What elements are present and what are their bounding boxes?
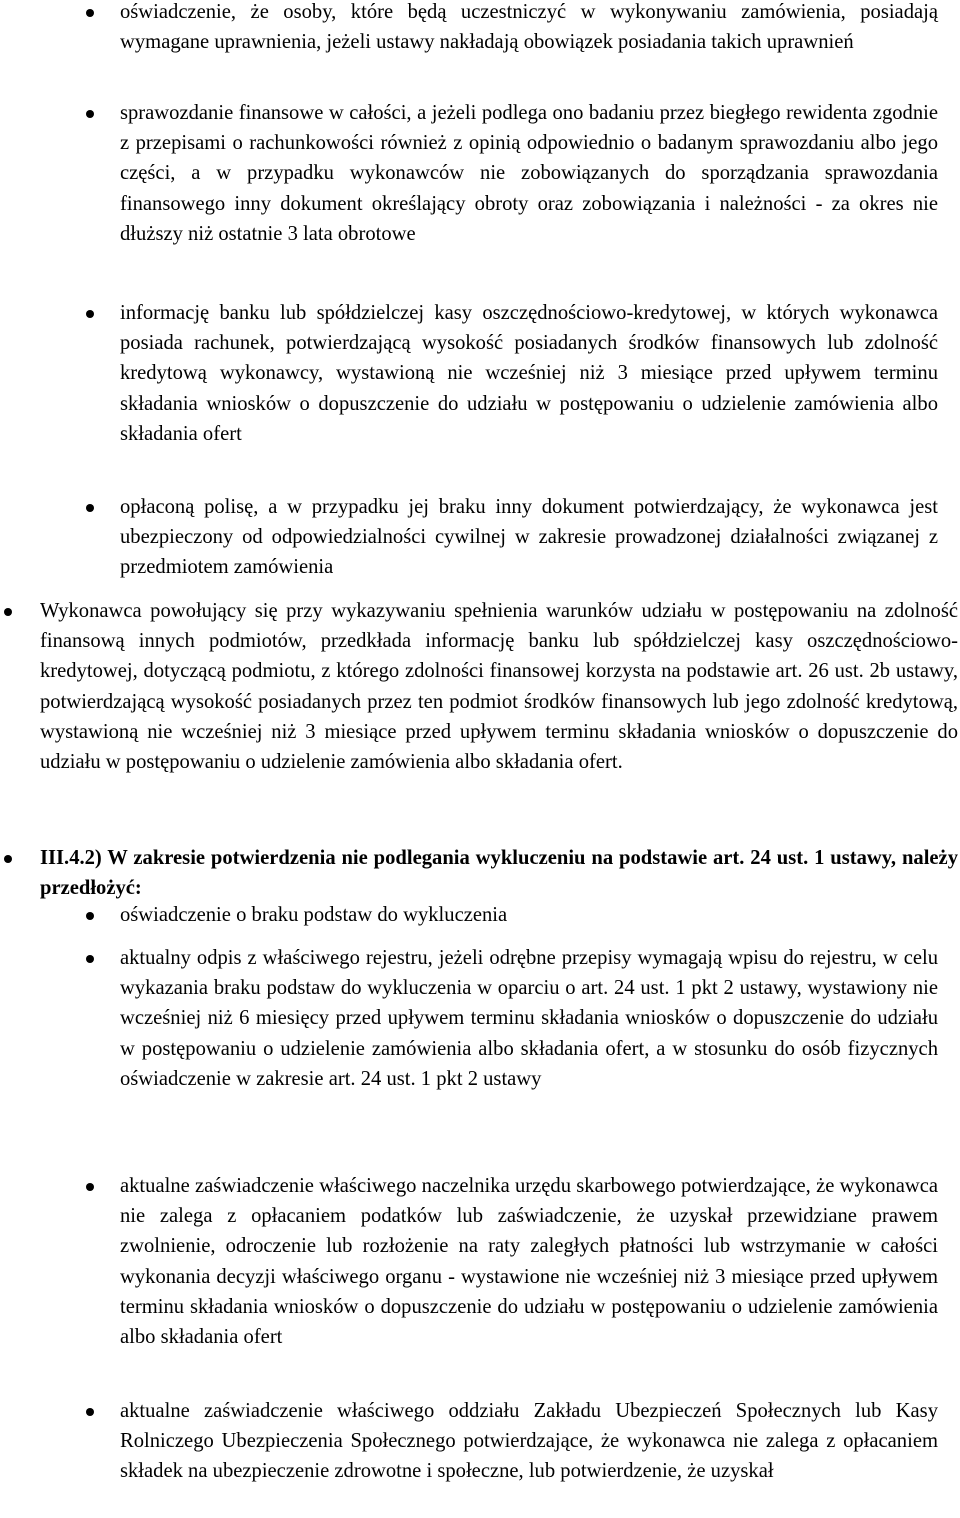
list-item: aktualny odpis z właściwego rejestru, jeżeli odrębne przepisy wymagają wpisu do rejestru, w celu wykazania braku podstaw do wykluczenia w oparciu o art. 24 ust. 1 pkt 2 ustawy, wystawiony nie wcześniej niż 6 miesięcy przed upływem terminu składania wniosków o dopuszczenie do udziału w postępowaniu o udzielenie zamówienia albo składania ofert, a w stosunku do osób fizycznych oświadczenie w zakresie art. 24 ust. 1 pkt 2 ustawy bbox=[120, 947, 938, 1090]
bullet-icon bbox=[86, 504, 94, 512]
section-heading: III.4.2) W zakresie potwierdzenia nie podlegania wykluczeniu na podstawie art. 24 ust. 1 ustawy, należy przedłożyć: bbox=[40, 847, 958, 900]
list-item: aktualne zaświadczenie właściwego naczelnika urzędu skarbowego potwierdzające, że wykonawca nie zalega z opłacaniem podatków lub zaświadczenie, że uzyskał przewidziane prawem zwolnienie, odroczenie lub rozłożenie na raty zaległych płatności lub wstrzymanie w całości wykonania decyzji właściwego organu - wystawione nie wcześniej niż 3 miesiące przed upływem terminu składania wniosków o dopuszczenie do udziału w postępowaniu o udzielenie zamówienia albo składania ofert bbox=[120, 1175, 938, 1349]
bullet-icon bbox=[86, 955, 94, 963]
list-item: sprawozdanie finansowe w całości, a jeżeli podlega ono badaniu przez biegłego rewidenta zgodnie z przepisami o rachunkowości również z opinią odpowiednio o badanym sprawozdaniu albo jego części, a w przypadku wykonawców nie zobowiązanych do sporządzania sprawozdania finansowego inny dokument określający obroty oraz zobowiązania i należności - za okres nie dłuższy niż ostatnie 3 lata obrotowe bbox=[120, 102, 938, 245]
bullet-icon bbox=[86, 9, 94, 17]
list-item: oświadczenie o braku podstaw do wykluczenia bbox=[120, 904, 508, 926]
bullet-icon bbox=[4, 855, 12, 863]
list-item: informację banku lub spółdzielczej kasy oszczędnościowo-kredytowej, w których wykonawca posiada rachunek, potwierdzającą wysokość posiadanych środków finansowych lub zdolność kredytową wykonawcy, wystawioną nie wcześniej niż 3 miesiące przed upływem terminu składania wniosków o dopuszczenie do udziału w postępowaniu o udzielenie zamówienia albo składania ofert bbox=[120, 302, 938, 445]
list-item: oświadczenie, że osoby, które będą uczestniczyć w wykonywaniu zamówienia, posiadają wymagane uprawnienia, jeżeli ustawy nakładają obowiązek posiadania takich uprawnień bbox=[120, 1, 938, 54]
bullet-icon bbox=[86, 310, 94, 318]
paragraph: Wykonawca powołujący się przy wykazywaniu spełnienia warunków udziału w postępowaniu na zdolność finansową innych podmiotów, przedkłada informację banku lub spółdzielczej kasy oszczędnościowo-kredytowej, dotyczącą podmiotu, z którego zdolności finansowej korzysta na podstawie art. 26 ust. 2b ustawy, potwierdzającą wysokość posiadanych przez ten podmiot środków finansowych lub jego zdolność kredytową, wystawioną nie wcześniej niż 3 miesiące przed upływem terminu składania wniosków o dopuszczenie do udziału w postępowaniu o udzielenie zamówienia albo składania ofert. bbox=[40, 600, 958, 774]
list-item: opłaconą polisę, a w przypadku jej braku inny dokument potwierdzający, że wykonawca jest ubezpieczony od odpowiedzialności cywilnej w zakresie prowadzonej działalności związanej z przedmiotem zamówienia bbox=[120, 496, 938, 579]
bullet-icon bbox=[86, 1408, 94, 1416]
bullet-icon bbox=[86, 110, 94, 118]
bullet-icon bbox=[4, 608, 12, 616]
bullet-icon bbox=[86, 912, 94, 920]
bullet-icon bbox=[86, 1183, 94, 1191]
list-item: aktualne zaświadczenie właściwego oddziału Zakładu Ubezpieczeń Społecznych lub Kasy Rolniczego Ubezpieczenia Społecznego potwierdzające, że wykonawca nie zalega z opłacaniem składek na ubezpieczenie zdrowotne i społeczne, lub potwierdzenie, że uzyskał bbox=[120, 1400, 938, 1483]
